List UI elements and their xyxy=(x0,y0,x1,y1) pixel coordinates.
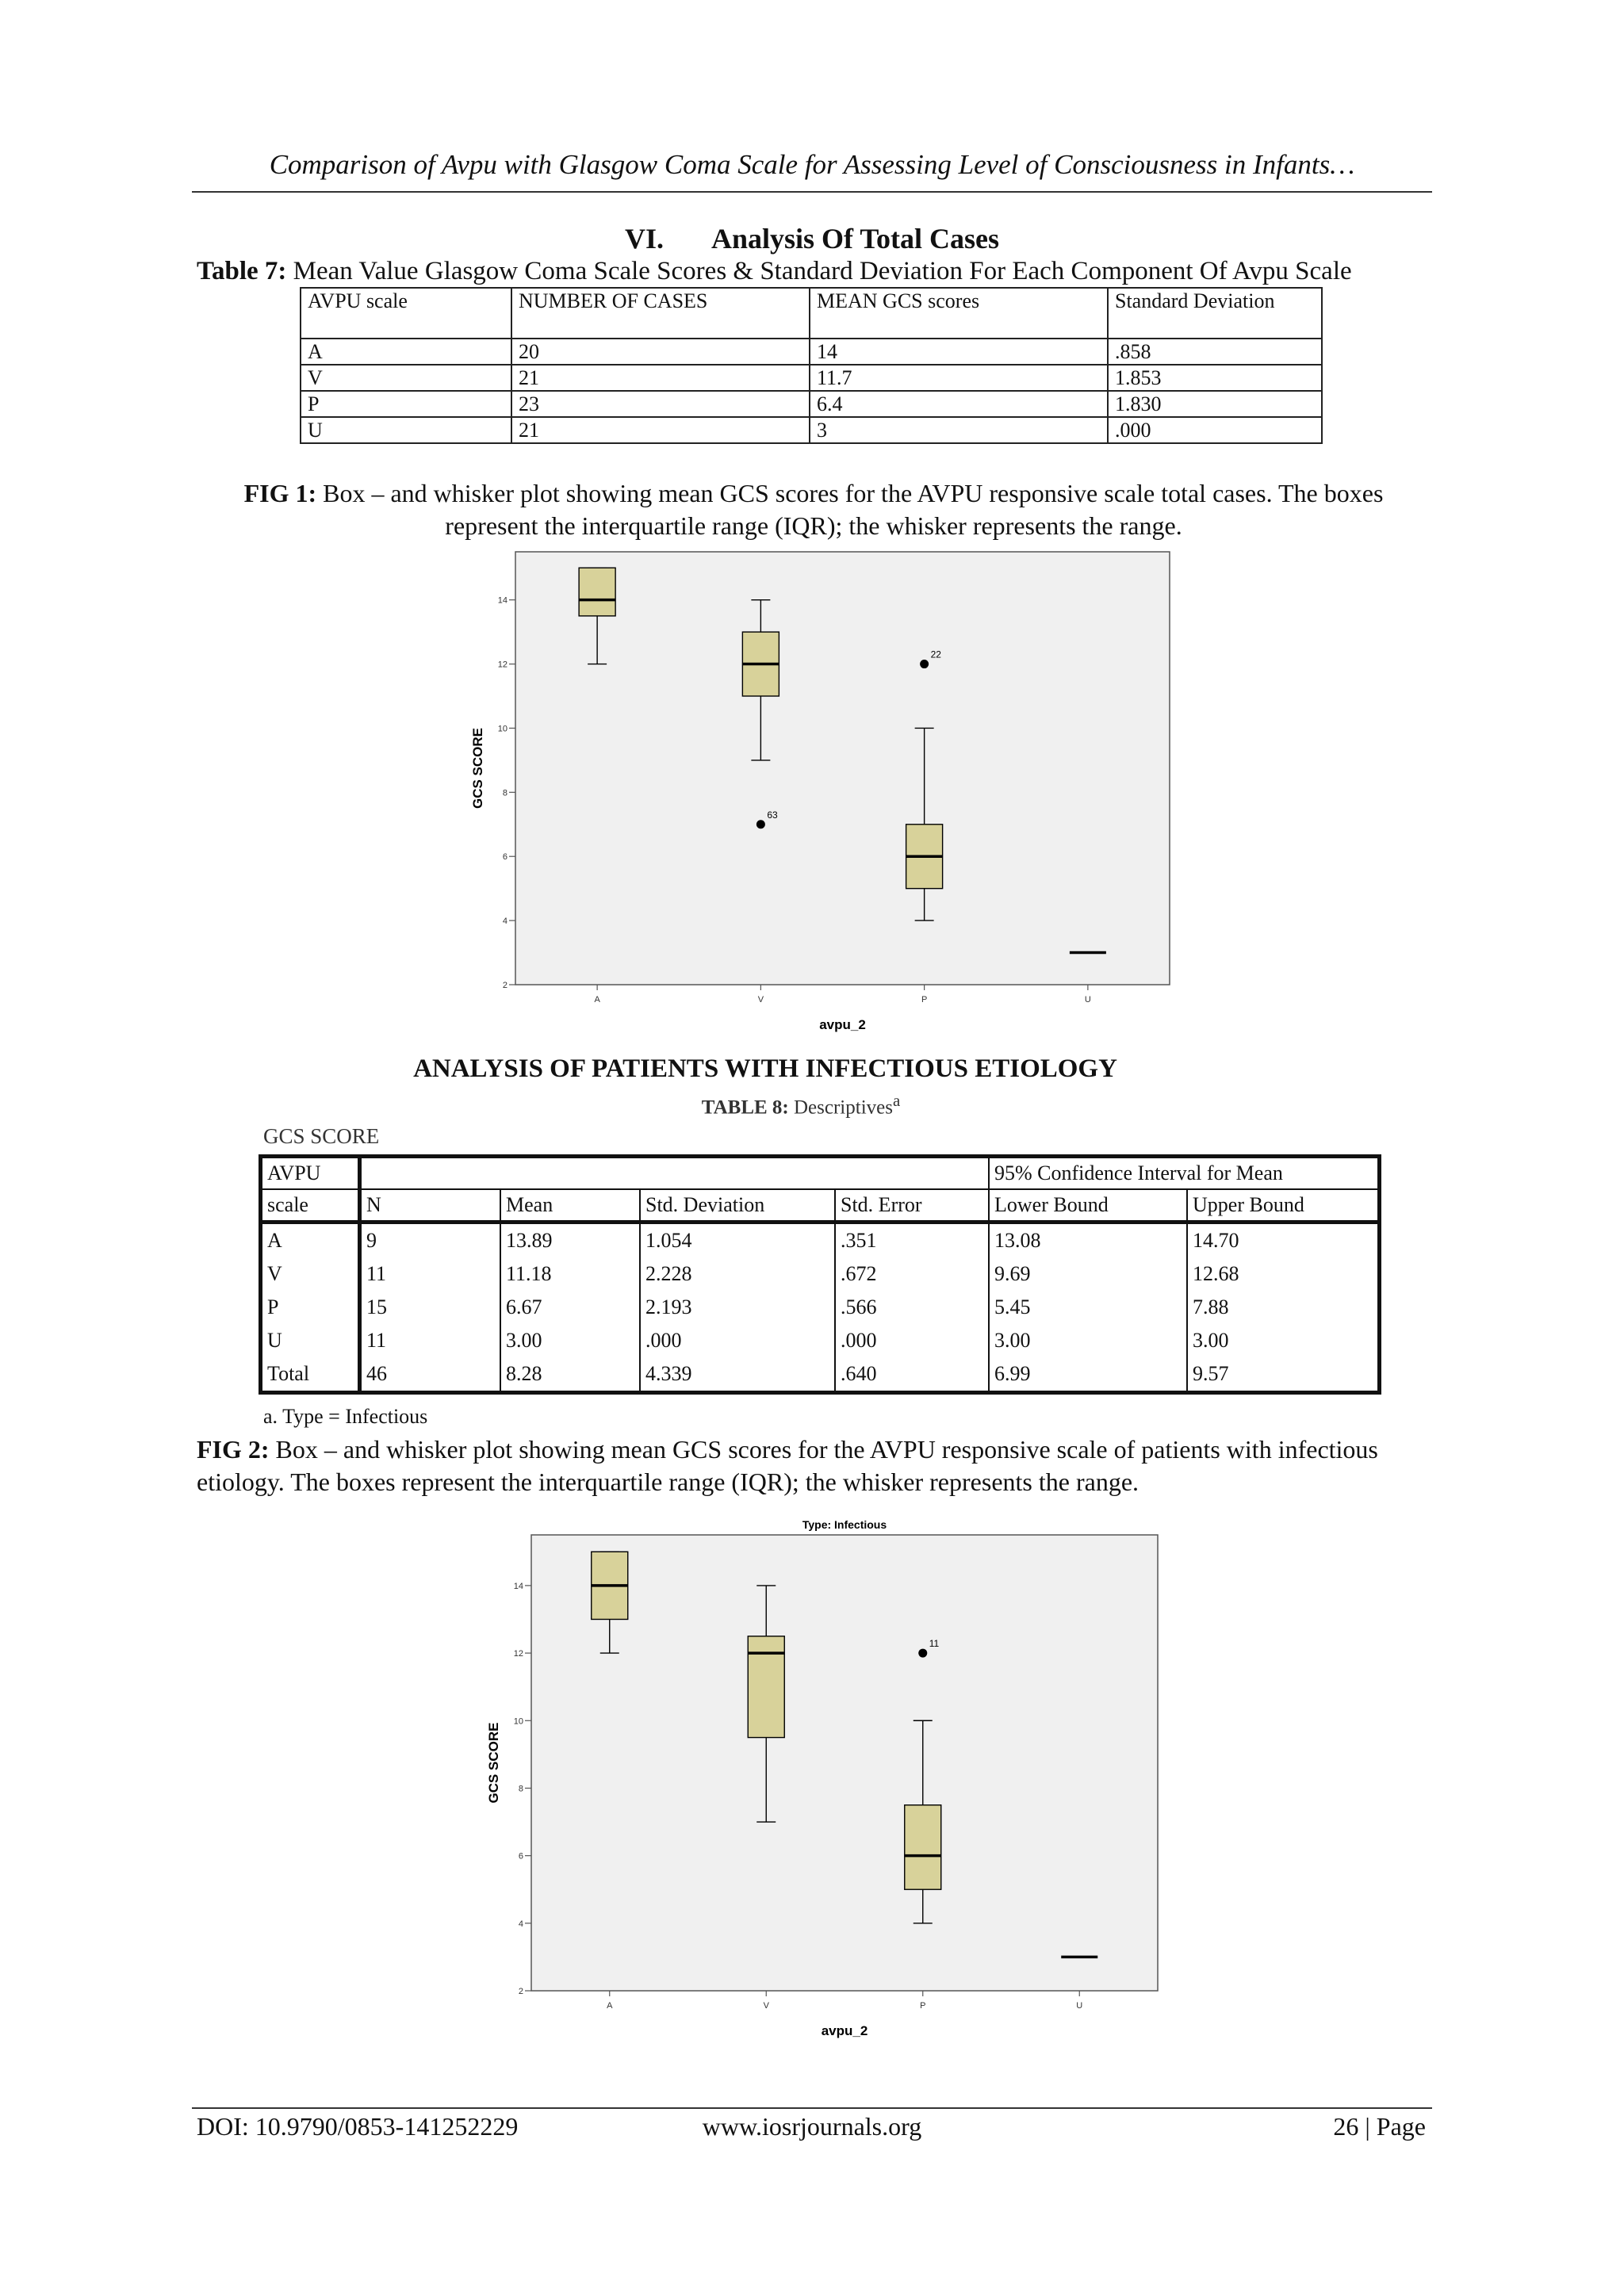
y-tick-label: 2 xyxy=(502,981,508,990)
section-heading xyxy=(0,222,1624,255)
table-cell: .672 xyxy=(835,1257,989,1291)
table-row xyxy=(301,391,1322,417)
table8-footnote: a. Type = Infectious xyxy=(263,1405,428,1428)
table-cell: A xyxy=(261,1223,360,1258)
running-header: Comparison of Avpu with Glasgow Coma Scale for Assessing Level of Consciousness in Infants… xyxy=(269,149,1355,180)
fig2-caption-text: Box – and whisker plot showing mean GCS scores for the AVPU responsive scale of patients with infectious etiology. The boxes represent the interquartile range (IQR); the whisker represents the range. xyxy=(197,1435,1378,1496)
table-cell: .566 xyxy=(835,1291,989,1324)
table-cell: Total xyxy=(261,1357,360,1393)
table-cell: 23 xyxy=(511,391,810,417)
table-row xyxy=(261,1324,1380,1357)
table-cell: 2.228 xyxy=(640,1257,835,1291)
row-header-top: AVPU xyxy=(261,1157,360,1190)
table-cell: U xyxy=(301,417,511,443)
table-cell: 6.4 xyxy=(810,391,1108,417)
table-header-cell: MEAN GCS scores xyxy=(810,288,1108,339)
outlier-label: 11 xyxy=(929,1638,940,1650)
y-tick-label: 12 xyxy=(497,660,508,670)
table-cell: 15 xyxy=(360,1291,501,1324)
table-cell: A xyxy=(301,339,511,365)
outlier-point xyxy=(920,660,929,668)
table-cell: 3.00 xyxy=(989,1324,1187,1357)
table-row xyxy=(261,1291,1380,1324)
y-tick-label: 4 xyxy=(502,916,508,927)
y-tick-label: 12 xyxy=(513,1649,523,1659)
table-header-row xyxy=(261,1189,1380,1223)
table-header-cell: Std. Deviation xyxy=(640,1189,835,1223)
table8-caption-text: Descriptives xyxy=(794,1096,893,1119)
table-header-cell: Mean xyxy=(500,1189,640,1223)
footer-doi: DOI: 10.9790/0853-141252229 xyxy=(197,2112,519,2141)
table-header-row xyxy=(301,288,1322,339)
table-cell: 14 xyxy=(810,339,1108,365)
table-cell: 21 xyxy=(511,365,810,391)
table-cell: 7.88 xyxy=(1187,1291,1380,1324)
table-cell: 13.08 xyxy=(989,1223,1187,1258)
outlier-point xyxy=(756,820,765,828)
table8-caption-sup: a xyxy=(892,1091,901,1110)
box-V xyxy=(748,1636,784,1738)
box-P xyxy=(905,1805,941,1889)
table-row xyxy=(261,1257,1380,1291)
table-cell: 20 xyxy=(511,339,810,365)
table-cell: 46 xyxy=(360,1357,501,1393)
section-number: VI. xyxy=(624,223,664,254)
table7 xyxy=(300,287,1323,444)
y-axis-title: GCS SCORE xyxy=(470,727,485,809)
x-tick-label: P xyxy=(920,2001,926,2011)
table-cell: 11 xyxy=(360,1257,501,1291)
table-cell: .640 xyxy=(835,1357,989,1393)
table-cell: 1.830 xyxy=(1108,391,1322,417)
table-header-cell: Upper Bound xyxy=(1187,1189,1380,1223)
table-cell: 1.054 xyxy=(640,1223,835,1258)
y-tick-label: 6 xyxy=(518,1851,523,1862)
fig2-label: FIG 2: xyxy=(197,1435,270,1464)
x-tick-label: P xyxy=(921,995,928,1004)
section-title: Analysis Of Total Cases xyxy=(710,223,1000,254)
y-tick-label: 8 xyxy=(518,1784,523,1794)
table-cell: 8.28 xyxy=(500,1357,640,1393)
table-cell: 14.70 xyxy=(1187,1223,1380,1258)
chart-title: Type: Infectious xyxy=(802,1518,887,1531)
table-cell: 12.68 xyxy=(1187,1257,1380,1291)
table-row xyxy=(261,1357,1380,1393)
table-header-cell: N xyxy=(360,1189,501,1223)
ci-group-header: 95% Confidence Interval for Mean xyxy=(989,1157,1380,1190)
table-header-cell: NUMBER OF CASES xyxy=(511,288,810,339)
table-cell: 11.18 xyxy=(500,1257,640,1291)
table-row xyxy=(301,365,1322,391)
y-tick-label: 14 xyxy=(497,595,508,606)
table-cell: 13.89 xyxy=(500,1223,640,1258)
table-header-cell: Lower Bound xyxy=(989,1189,1187,1223)
table-header-cell: Standard Deviation xyxy=(1108,288,1322,339)
x-tick-label: A xyxy=(594,995,600,1004)
table8-label: TABLE 8: xyxy=(701,1096,789,1119)
table-cell: 2.193 xyxy=(640,1291,835,1324)
table-header-cell: AVPU scale xyxy=(301,288,511,339)
table-row xyxy=(301,417,1322,443)
fig2-boxplot xyxy=(476,1506,1189,2053)
table-cell: 6.99 xyxy=(989,1357,1187,1393)
table-cell: 3 xyxy=(810,417,1108,443)
outlier-label: 22 xyxy=(930,649,941,660)
x-axis-title: avpu_2 xyxy=(821,2023,868,2038)
table-cell: 9.57 xyxy=(1187,1357,1380,1393)
box-A xyxy=(579,568,615,616)
y-tick-label: 10 xyxy=(497,724,508,734)
table7-label: Table 7: xyxy=(197,257,287,285)
x-tick-label: A xyxy=(607,2001,613,2011)
x-tick-label: U xyxy=(1084,995,1091,1004)
table-cell: .000 xyxy=(835,1324,989,1357)
header-rule xyxy=(192,191,1432,193)
table-cell: 3.00 xyxy=(500,1324,640,1357)
table-cell: 4.339 xyxy=(640,1357,835,1393)
x-tick-label: V xyxy=(763,2001,769,2011)
fig2-caption xyxy=(197,1433,1434,1498)
table-cell: 11 xyxy=(360,1324,501,1357)
table-row xyxy=(301,339,1322,365)
table-cell: .000 xyxy=(1108,417,1322,443)
table8 xyxy=(259,1154,1381,1395)
infectious-heading: ANALYSIS OF PATIENTS WITH INFECTIOUS ETIOLOGY xyxy=(413,1054,1117,1083)
table-cell: V xyxy=(301,365,511,391)
outlier-label: 63 xyxy=(767,809,778,821)
x-axis-title: avpu_2 xyxy=(819,1017,866,1032)
table-cell: 3.00 xyxy=(1187,1324,1380,1357)
y-axis-title: GCS SCORE xyxy=(486,1722,501,1804)
x-tick-label: V xyxy=(757,995,764,1004)
table-cell: 6.67 xyxy=(500,1291,640,1324)
table8-caption xyxy=(0,1091,1602,1119)
table-cell: .858 xyxy=(1108,339,1322,365)
footer-site: www.iosrjournals.org xyxy=(702,2112,922,2141)
footer-page: 26 | Page xyxy=(1333,2112,1426,2141)
table7-caption xyxy=(197,257,1352,286)
table-cell: V xyxy=(261,1257,360,1291)
y-tick-label: 8 xyxy=(502,788,508,798)
table-header-cell: Std. Error xyxy=(835,1189,989,1223)
fig1-label: FIG 1: xyxy=(243,479,317,507)
y-tick-label: 14 xyxy=(513,1581,523,1591)
table-cell: 1.853 xyxy=(1108,365,1322,391)
fig1-boxplot xyxy=(460,547,1189,1047)
fig1-caption xyxy=(197,477,1431,542)
y-tick-label: 4 xyxy=(518,1919,523,1929)
row-header-bottom: scale xyxy=(261,1189,360,1223)
table-header-row xyxy=(261,1157,1380,1190)
table-cell: 5.45 xyxy=(989,1291,1187,1324)
table-cell: .000 xyxy=(640,1324,835,1357)
y-tick-label: 10 xyxy=(513,1716,523,1727)
table7-caption-text: Mean Value Glasgow Coma Scale Scores & Standard Deviation For Each Component Of Avpu Scale xyxy=(293,257,1352,285)
plot-area xyxy=(515,552,1170,985)
table8-variable-label: GCS SCORE xyxy=(263,1124,380,1148)
table-cell: 9.69 xyxy=(989,1257,1187,1291)
table-cell: 21 xyxy=(511,417,810,443)
table-cell: 11.7 xyxy=(810,365,1108,391)
table-row xyxy=(261,1223,1380,1258)
table-header-blank xyxy=(360,1157,990,1190)
footer-rule xyxy=(192,2107,1432,2109)
table-cell: P xyxy=(261,1291,360,1324)
table-cell: P xyxy=(301,391,511,417)
x-tick-label: U xyxy=(1076,2001,1083,2011)
y-tick-label: 2 xyxy=(518,1987,523,1996)
table-cell: 9 xyxy=(360,1223,501,1258)
y-tick-label: 6 xyxy=(502,852,508,863)
table-cell: U xyxy=(261,1324,360,1357)
outlier-point xyxy=(918,1649,927,1658)
table-cell: .351 xyxy=(835,1223,989,1258)
fig1-caption-text: Box – and whisker plot showing mean GCS scores for the AVPU responsive scale total cases. The boxes represent the interquartile range (IQR); the whisker represents the range. xyxy=(323,479,1384,540)
